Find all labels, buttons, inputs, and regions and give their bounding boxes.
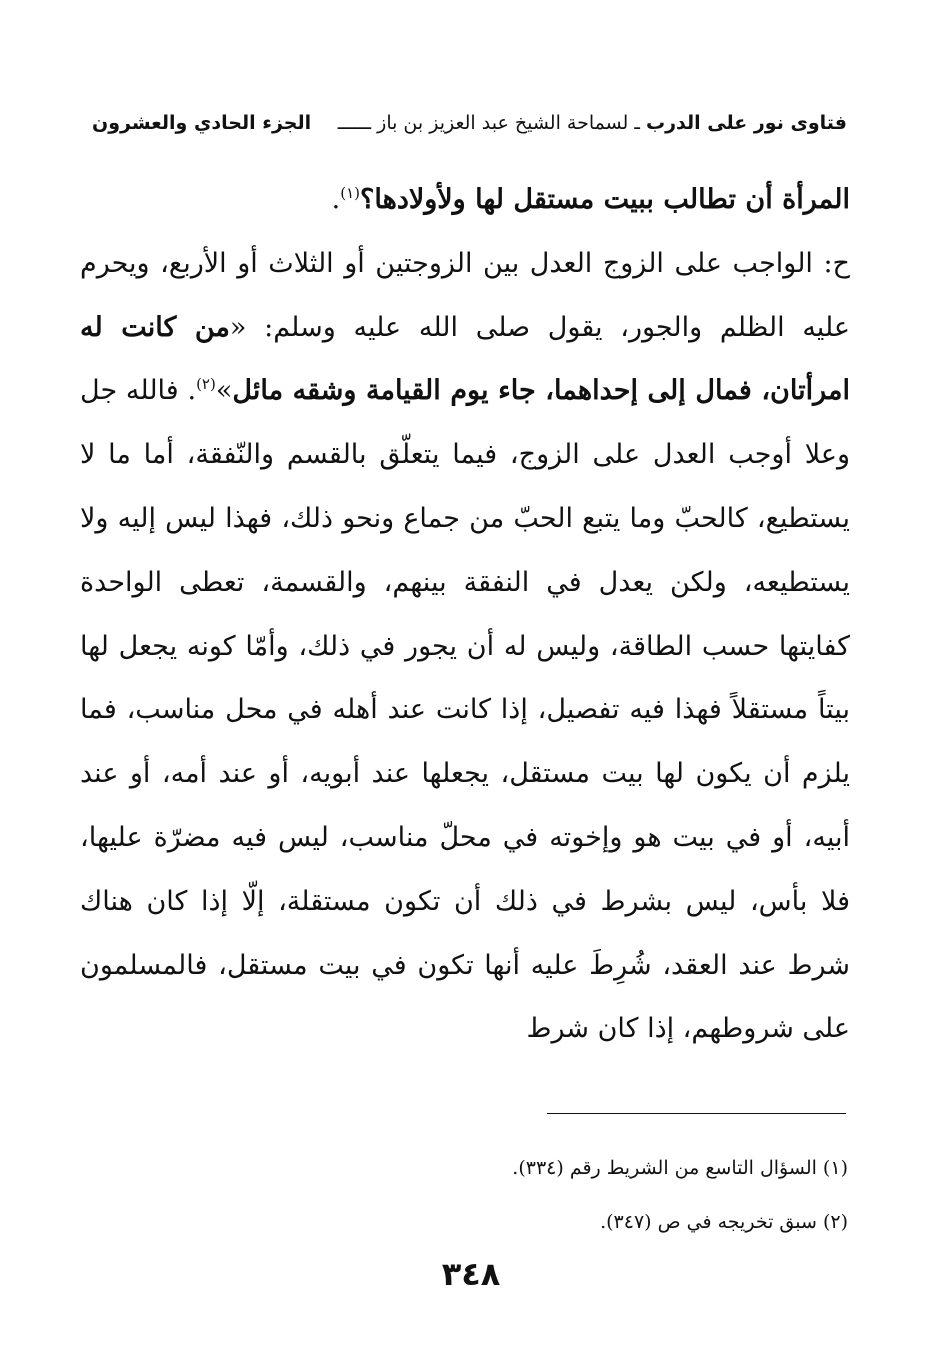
book-title: فتاوى نور على الدرب	[646, 112, 847, 134]
footnote-2: (٢) سبق تخريجه في ص (٣٤٧).	[600, 1211, 848, 1233]
fatwa-text	[80, 168, 850, 1061]
question-text: المرأة أن تطالب ببيت مستقل لها ولأولادها؟	[360, 184, 850, 215]
footnote-ref-2: (٢)	[196, 375, 216, 394]
answer-paragraph	[80, 232, 850, 1061]
answer-rest: . فالله جل وعلا أوجب العدل على الزوج، فيما يتعلّق بالقسم والنّفقة، أما ما لا يستطيع، كالحبّ وما يتبع الحبّ من جماع ونحو ذلك، فهذا ليس إليه ولا يستطيعه، ولكن يعدل في النفقة بينهم، والقسمة، تعطى الواحدة كفايتها حسب الطاقة، وليس له أن يجور في ذلك، وأمّا كونه يجعل لها بيتاً مستقلاً فهذا فيه تفصيل، إذا كانت عند أهله في محل مناسب، فما يلزم أن يكون لها بيت مستقل، يجعلها عند أبويه، أو عند أمه، أو عند أبيه، أو في بيت هو وإخوته في محلّ مناسب، ليس فيه مضرّة عليها، فلا بأس، ليس بشرط في ذلك أن تكون مستقلة، إلّا إذا كان هناك شرط عند العقد، شُرِطَ عليه أنها تكون في بيت مستقل، فالمسلمون على شروطهم، إذا كان شرط	[80, 375, 850, 1045]
hadith-quote: من كانت له امرأتان، فمال إلى إحداهما، جاء يوم القيامة وشقه مائل	[80, 311, 850, 407]
header-left-group	[338, 112, 847, 134]
volume-title: الجزء الحادي والعشرون	[92, 112, 312, 134]
footnote-divider	[547, 1113, 846, 1114]
answer-intro: ح: الواجب على الزوج العدل بين الزوجتين أو الثلاث أو الأربع، ويحرم عليه الظلم والجور، يقول صلى الله عليه وسلم: «	[80, 247, 850, 343]
page-number: ٣٤٨	[441, 1255, 501, 1293]
footnote-ref-1: (١)	[340, 184, 361, 202]
footnote-1: (١) السؤال التاسع من الشريط رقم (٣٣٤).	[512, 1157, 848, 1179]
hadith-close-quote: »	[215, 375, 233, 407]
question-paragraph: المرأة أن تطالب ببيت مستقل لها ولأولادها؟$^{(١)}$.	[331, 184, 850, 215]
running-header	[92, 112, 847, 152]
author-name: ـ لسماحة الشيخ عبد العزيز بن باز ــــــ	[337, 112, 640, 134]
